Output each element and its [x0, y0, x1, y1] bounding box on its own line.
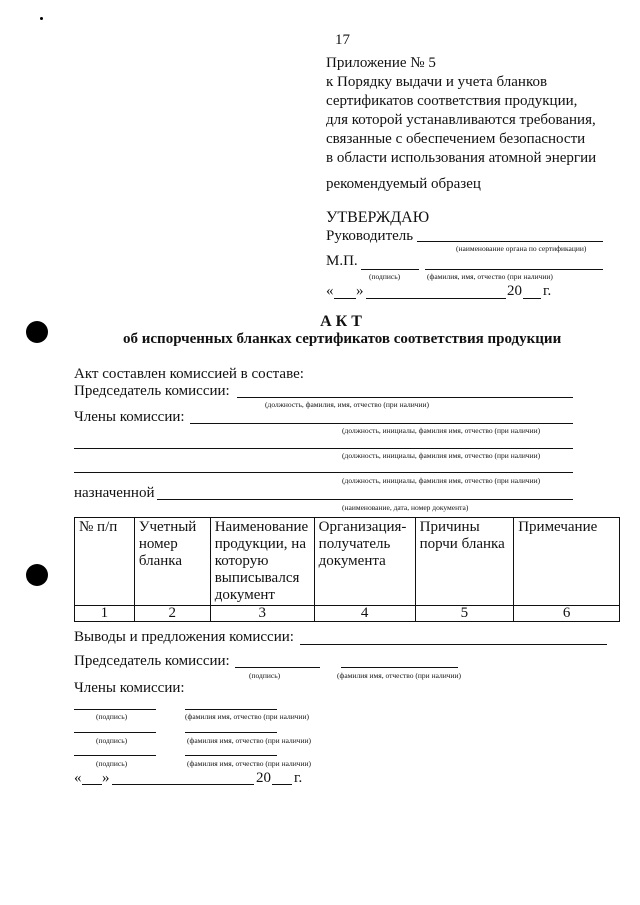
column-number: 2 — [134, 606, 210, 622]
composed-text: Акт составлен комиссией в составе: — [74, 366, 304, 382]
col-header-notes: Примечание — [514, 518, 620, 606]
act-subtitle: об испорченных бланках сертификатов соответствия продукции — [123, 331, 562, 347]
members-line-2 — [74, 448, 573, 449]
table-header-row — [75, 518, 620, 606]
date-day-line — [334, 298, 356, 299]
footer-chairman-label: Председатель комиссии: — [74, 653, 230, 669]
column-number: 4 — [314, 606, 415, 622]
member-name-caption-2: (фамилия имя, отчество (при наличии) — [187, 736, 312, 745]
approval-title: УТВЕРЖДАЮ — [326, 209, 430, 226]
conclusions-label: Выводы и предложения комиссии: — [74, 629, 294, 645]
column-number: 3 — [210, 606, 314, 622]
member-sign-line-3 — [74, 755, 156, 756]
name-line — [425, 269, 603, 270]
header-line: для которой устанавливаются требования, — [326, 112, 596, 128]
col-header-account-number: Учетный номер бланка — [134, 518, 210, 606]
recommended-sample: рекомендуемый образец — [326, 176, 481, 192]
date-month-line — [366, 298, 506, 299]
footer-date-year-line — [272, 784, 292, 785]
appendix-header — [326, 54, 596, 168]
member-name-line-1 — [185, 709, 277, 710]
conclusions-line — [300, 644, 607, 645]
chairman-line — [237, 397, 573, 398]
chairman-label: Председатель комиссии: — [74, 383, 230, 399]
member-name-line-3 — [185, 755, 277, 756]
header-line: сертификатов соответствия продукции, — [326, 93, 578, 109]
member-sign-line-2 — [74, 732, 156, 733]
member-sign-caption-1: (подпись) — [96, 712, 128, 721]
table-number-row — [75, 606, 620, 622]
column-number: 5 — [415, 606, 514, 622]
footer-date-month-line — [112, 784, 254, 785]
appointed-caption: (наименование, дата, номер документа) — [342, 503, 469, 512]
date-year-line — [523, 298, 541, 299]
date-close-quote: » — [356, 283, 364, 299]
members-line-3 — [74, 472, 573, 473]
head-caption: (наименование органа по сертификации) — [456, 244, 587, 253]
appointed-line — [157, 499, 573, 500]
member-name-line-2 — [185, 732, 277, 733]
member-sign-caption-2: (подпись) — [96, 736, 128, 745]
spoiled-forms-table — [74, 517, 620, 622]
head-line — [417, 241, 603, 242]
name-caption: (фамилия, имя, отчество (при наличии) — [427, 272, 553, 281]
members-label: Члены комиссии: — [74, 409, 185, 425]
date-year-suffix: г. — [543, 283, 552, 299]
col-header-product-name: Наименование продукции, на которую выписывался документ — [210, 518, 314, 606]
chairman-caption: (должность, фамилия, имя, отчество (при наличии) — [265, 400, 430, 409]
act-title: А К Т — [320, 313, 362, 330]
col-header-number: № п/п — [75, 518, 135, 606]
footer-members-label: Члены комиссии: — [74, 680, 185, 696]
column-number: 1 — [75, 606, 135, 622]
date-year-prefix: 20 — [507, 283, 522, 299]
footer-date-close-quote: » — [102, 770, 110, 786]
members-caption-3: (должность, инициалы, фамилия имя, отчество (при наличии) — [342, 476, 541, 485]
column-number: 6 — [514, 606, 620, 622]
header-line: в области использования атомной энергии — [326, 150, 597, 166]
header-line: связанные с обеспечением безопасности — [326, 131, 586, 147]
member-name-caption-3: (фамилия имя, отчество (при наличии) — [187, 759, 312, 768]
footer-chairman-name-caption: (фамилия имя, отчество (при наличии) — [337, 671, 462, 680]
footer-chairman-name-line — [341, 667, 458, 668]
mp-label: М.П. — [326, 253, 358, 269]
members-caption-2: (должность, инициалы, фамилия имя, отчество (при наличии) — [342, 451, 541, 460]
header-line: Приложение № 5 — [326, 55, 436, 71]
footer-date-year-prefix: 20 — [256, 770, 271, 786]
member-name-caption-1: (фамилия имя, отчество (при наличии) — [185, 712, 310, 721]
col-header-reasons: Причины порчи бланка — [415, 518, 514, 606]
member-sign-line-1 — [74, 709, 156, 710]
header-line: к Порядку выдачи и учета бланков — [326, 74, 548, 90]
member-sign-caption-3: (подпись) — [96, 759, 128, 768]
footer-chairman-sign-line — [235, 667, 320, 668]
col-header-recipient: Организация-получатель документа — [314, 518, 415, 606]
members-line-1 — [190, 423, 573, 424]
sign-line — [361, 269, 419, 270]
punch-hole-bottom — [26, 564, 48, 586]
page-number: 17 — [335, 32, 350, 48]
footer-date-day-line — [82, 784, 102, 785]
sign-caption: (подпись) — [369, 272, 401, 281]
speck — [40, 17, 43, 20]
appointed-label: назначенной — [74, 485, 155, 501]
footer-chairman-sign-caption: (подпись) — [249, 671, 281, 680]
date-open-quote: « — [326, 283, 334, 299]
head-label: Руководитель — [326, 228, 414, 244]
footer-date-open-quote: « — [74, 770, 82, 786]
footer-date-year-suffix: г. — [294, 770, 303, 786]
members-caption-1: (должность, инициалы, фамилия имя, отчество (при наличии) — [342, 426, 541, 435]
